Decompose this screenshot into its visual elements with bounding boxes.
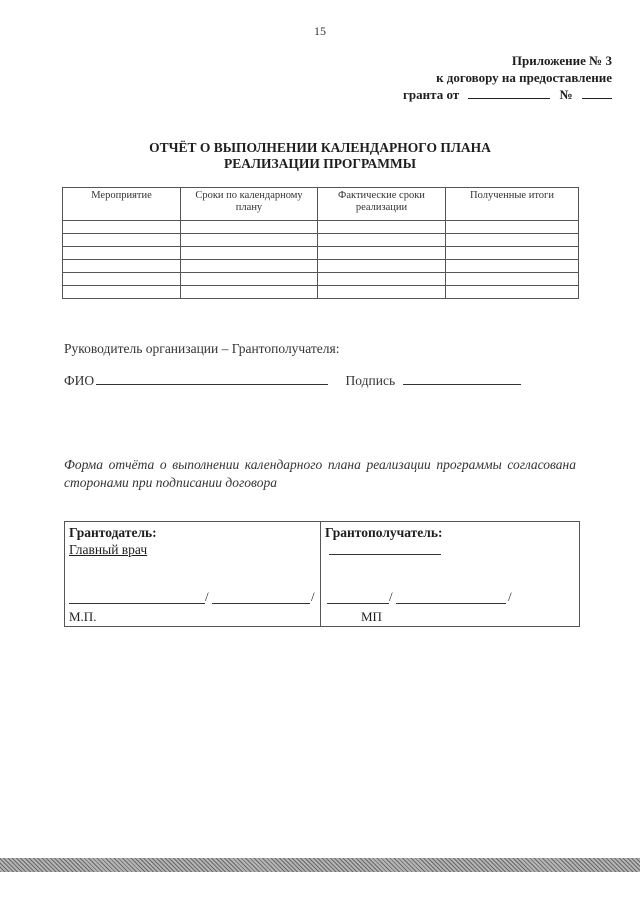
table-header-cell: Мероприятие — [63, 188, 181, 221]
table-row — [63, 234, 579, 247]
report-table-wrapper — [62, 187, 578, 299]
table-header-row — [63, 188, 579, 221]
table-cell[interactable] — [318, 273, 446, 286]
grantor-column — [65, 522, 319, 626]
grantee-role: Грантополучатель: — [325, 525, 443, 540]
table-cell[interactable] — [181, 234, 318, 247]
table-cell[interactable] — [181, 273, 318, 286]
grantor-slash: / — [205, 589, 209, 604]
grantee-slash: / — [389, 589, 393, 604]
annex-line-3 — [403, 86, 612, 103]
table-cell[interactable] — [446, 234, 579, 247]
scan-edge-strip — [0, 858, 640, 872]
table-row — [63, 221, 579, 234]
table-cell[interactable] — [446, 273, 579, 286]
annex-number-blank — [582, 86, 612, 99]
table-cell[interactable] — [318, 260, 446, 273]
table-cell[interactable] — [63, 234, 181, 247]
table-header-cell: Сроки по календарному плану — [181, 188, 318, 221]
grantee-stamp-label: МП — [361, 609, 382, 624]
fio-field[interactable] — [96, 372, 328, 385]
title-line-2: РЕАЛИЗАЦИИ ПРОГРАММЫ — [223, 156, 417, 171]
table-row — [63, 286, 579, 299]
table-row — [63, 247, 579, 260]
grantee-signature-blank[interactable] — [327, 602, 389, 604]
grantee-slash: / — [508, 589, 512, 604]
table-row — [63, 273, 579, 286]
signature-box — [64, 521, 580, 627]
table-cell[interactable] — [446, 247, 579, 260]
fio-label: ФИО — [64, 373, 95, 388]
document-title — [0, 140, 640, 172]
page-number: 15 — [314, 24, 326, 38]
signature-label: Подпись — [345, 373, 396, 388]
annex-date-prefix: гранта от — [403, 87, 460, 102]
report-table — [62, 187, 579, 299]
title-line-1: ОТЧЁТ О ВЫПОЛНЕНИИ КАЛЕНДАРНОГО ПЛАНА — [149, 140, 491, 155]
table-header-cell: Фактические сроки реализации — [318, 188, 446, 221]
table-cell[interactable] — [446, 221, 579, 234]
table-cell[interactable] — [63, 260, 181, 273]
grantor-slash: / — [311, 589, 315, 604]
signer-label: Руководитель организации – Грантополучателя: — [64, 341, 340, 356]
table-cell[interactable] — [63, 247, 181, 260]
table-cell[interactable] — [181, 221, 318, 234]
report-table-body — [63, 221, 579, 299]
table-cell[interactable] — [446, 286, 579, 299]
table-cell[interactable] — [318, 221, 446, 234]
table-cell[interactable] — [63, 221, 181, 234]
grantor-signature-blank[interactable] — [69, 602, 205, 604]
table-cell[interactable] — [318, 234, 446, 247]
table-cell[interactable] — [318, 247, 446, 260]
agreement-note: Форма отчёта о выполнении календарного плана реализации программы согласована сторонами при подписании договора — [64, 457, 576, 490]
grantee-name-blank[interactable] — [396, 602, 506, 604]
grantor-position: Главный врач — [69, 542, 148, 557]
grantee-position-blank[interactable] — [329, 554, 441, 555]
table-cell[interactable] — [318, 286, 446, 299]
annex-date-blank — [468, 86, 550, 99]
table-cell[interactable] — [181, 260, 318, 273]
table-cell[interactable] — [446, 260, 579, 273]
table-cell[interactable] — [63, 273, 181, 286]
grantor-stamp-label: М.П. — [69, 609, 97, 624]
annex-header — [403, 52, 612, 103]
table-cell[interactable] — [63, 286, 181, 299]
table-row — [63, 260, 579, 273]
grantee-column — [320, 522, 580, 626]
table-cell[interactable] — [181, 247, 318, 260]
grantor-role: Грантодатель: — [69, 525, 157, 540]
signature-field[interactable] — [403, 372, 521, 385]
annex-number-sign: № — [559, 87, 573, 102]
signature-line — [64, 372, 544, 389]
grantor-name-blank[interactable] — [212, 602, 310, 604]
table-header-cell: Полученные итоги — [446, 188, 579, 221]
annex-line-1: Приложение № 3 — [511, 53, 612, 68]
annex-line-2: к договору на предоставление — [436, 70, 612, 85]
table-cell[interactable] — [181, 286, 318, 299]
